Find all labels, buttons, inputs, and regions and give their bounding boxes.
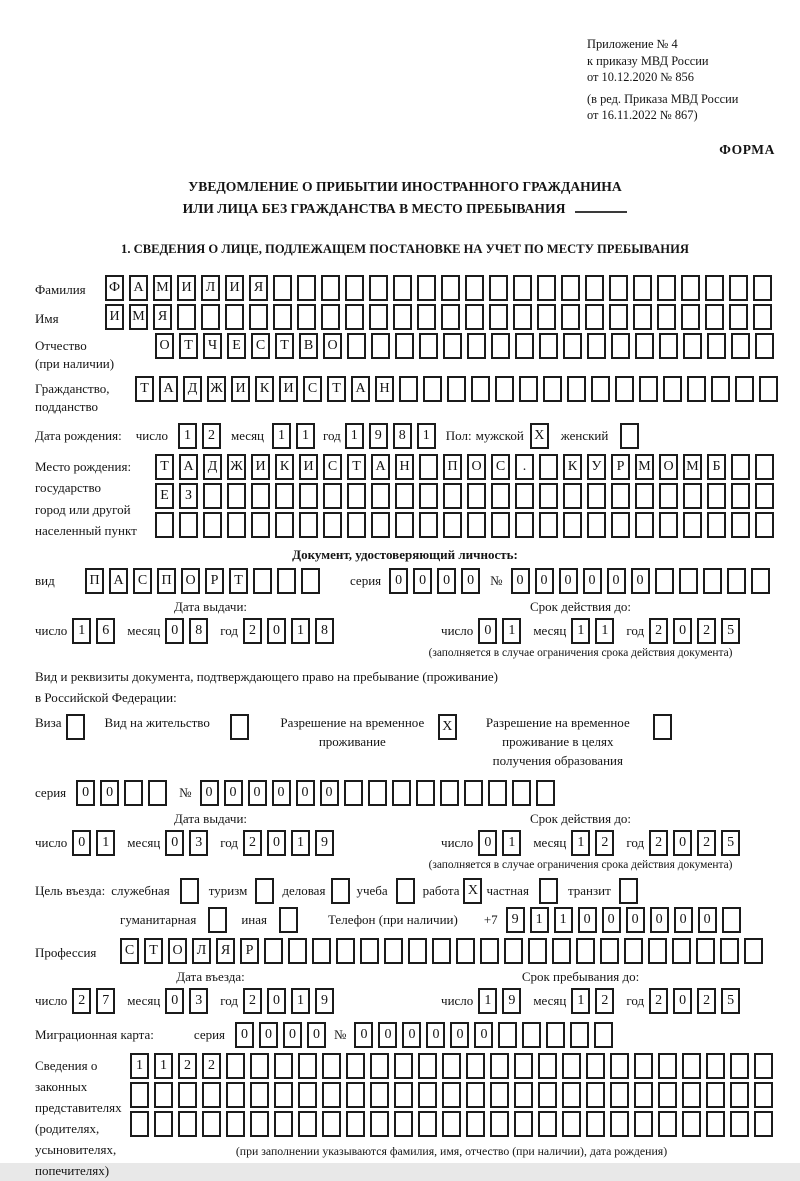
residence-expiry-date <box>441 830 775 856</box>
page-title <box>35 176 775 220</box>
purpose-study-checkbox[interactable] <box>396 878 415 904</box>
migration-series-label: серия <box>193 1026 226 1042</box>
identity-doc-dates <box>35 599 775 659</box>
residence-doc-intro: Вид и реквизиты документа, подтверждающего право на пребывание (проживание) в Российской Федерации: <box>35 668 499 705</box>
month-label: месяц <box>127 834 161 850</box>
birth-month-label: месяц <box>230 427 265 443</box>
residence-expiry-header: Срок действия до: <box>529 810 632 826</box>
day-label: число <box>441 622 474 638</box>
day-label: число <box>441 992 474 1008</box>
annex-sub-line: от 16.11.2022 № 867) <box>587 108 698 123</box>
surname-cells[interactable]: Ф А М И Л И Я <box>105 275 772 301</box>
profession-cells[interactable]: С Т О Л Я Р <box>120 938 763 964</box>
gender-male-checkbox[interactable]: X <box>530 423 549 449</box>
purpose-official-checkbox[interactable] <box>180 878 199 904</box>
month-label: месяц <box>533 622 567 638</box>
purpose-other-label: иная <box>241 911 267 927</box>
identity-issue-month-cells[interactable]: 0 8 <box>165 618 208 644</box>
gender-female-checkbox[interactable] <box>620 423 639 449</box>
name-label: Имя <box>35 311 59 327</box>
annex-header <box>587 36 775 124</box>
phone-prefix: +7 <box>483 911 498 927</box>
identity-expiry-note: (заполняется в случае ограничения срока действия документа) <box>428 646 733 659</box>
identity-expiry-month-cells[interactable]: 1 1 <box>571 618 614 644</box>
temp-residence-label: Разрешение на временное проживание <box>280 715 425 750</box>
patronymic-label: Отчество (при наличии) <box>35 337 115 371</box>
identity-series-label: серия <box>350 572 382 588</box>
representatives-note: (при заполнении указываются фамилия, имя, отчество (при наличии), дата рождения) <box>235 1143 668 1158</box>
section1-heading: 1. СВЕДЕНИЯ О ЛИЦЕ, ПОДЛЕЖАЩЕМ ПОСТАНОВКЕ НА УЧЕТ ПО МЕСТУ ПРЕБЫВАНИЯ <box>121 241 689 256</box>
purpose-business-label: деловая <box>282 882 326 898</box>
identity-kind-label: вид <box>35 572 55 588</box>
purpose-other-checkbox[interactable] <box>279 907 298 933</box>
migration-number-label: № <box>334 1026 347 1042</box>
birth-date-row <box>35 423 775 449</box>
identity-issue-year-cells[interactable]: 2 0 1 8 <box>243 618 334 644</box>
identity-series-cells[interactable]: 0 0 0 0 <box>389 568 480 594</box>
birth-date-label: Дата рождения: <box>35 427 122 443</box>
identity-number-cells[interactable]: 0 0 0 0 0 0 <box>511 568 770 594</box>
title-line-2: ИЛИ ЛИЦА БЕЗ ГРАЖДАНСТВА В МЕСТО ПРЕБЫВАНИЯ <box>35 198 775 220</box>
visit-purpose-row1 <box>35 878 775 904</box>
year-label: год <box>220 834 239 850</box>
identity-expiry-year-cells[interactable]: 2 0 2 5 <box>649 618 740 644</box>
patronymic-cells[interactable]: О Т Ч Е С Т В О <box>155 333 774 359</box>
birth-day-label: число <box>135 427 168 443</box>
annex-line: к приказу МВД России <box>587 53 709 68</box>
entry-year-cells[interactable]: 2 0 1 9 <box>243 988 334 1014</box>
identity-doc-row <box>35 568 775 594</box>
identity-issue-header: Дата выдачи: <box>174 598 248 614</box>
name-row <box>35 304 775 330</box>
representatives-cells-1[interactable]: 1 1 2 2 <box>130 1053 773 1079</box>
residence-expiry-col <box>386 811 775 871</box>
representatives-row <box>35 1053 775 1181</box>
migration-card-label: Миграционная карта: <box>35 1026 154 1042</box>
identity-issue-day-cells[interactable]: 1 6 <box>72 618 115 644</box>
title-blank-line <box>575 211 627 213</box>
birth-day-cells[interactable]: 1 2 <box>178 423 221 449</box>
gender-label: Пол: <box>445 427 472 443</box>
residence-series-label: серия <box>35 784 67 800</box>
residence-issue-date <box>35 830 386 856</box>
visit-purpose-label: Цель въезда: <box>35 882 106 898</box>
gender-male-label: мужской <box>475 427 524 443</box>
representatives-cells-3[interactable] <box>130 1111 773 1137</box>
residence-issue-col <box>35 811 386 871</box>
identity-expiry-date <box>441 618 775 644</box>
stay-month-cells[interactable]: 1 2 <box>571 988 614 1014</box>
annex-sub-line: (в ред. Приказа МВД России <box>587 91 739 106</box>
name-cells[interactable]: И М Я <box>105 304 772 330</box>
residence-expiry-year-cells[interactable]: 2 0 2 5 <box>649 830 740 856</box>
visa-label: Виза <box>35 715 62 731</box>
residence-series-row <box>35 780 775 806</box>
stay-until-date <box>441 988 775 1014</box>
residence-expiry-day-cells[interactable]: 0 1 <box>478 830 521 856</box>
residence-doc-options <box>35 714 775 771</box>
month-label: месяц <box>533 992 567 1008</box>
purpose-work-checkbox[interactable]: X <box>463 878 482 904</box>
surname-label: Фамилия <box>35 282 86 298</box>
birth-place-cells-2[interactable]: Е З <box>155 483 774 509</box>
birth-place-row <box>35 454 775 542</box>
purpose-tourism-checkbox[interactable] <box>255 878 274 904</box>
residence-permit-checkbox[interactable] <box>230 714 249 740</box>
residence-series-cells[interactable]: 0 0 <box>76 780 167 806</box>
day-label: число <box>35 992 68 1008</box>
year-label: год <box>626 834 645 850</box>
annex-line: Приложение № 4 <box>587 37 678 51</box>
month-label: месяц <box>127 992 161 1008</box>
profession-label: Профессия <box>35 945 97 961</box>
representatives-label: Сведения о законных представителях (родителях, усыновителях, попечителях) <box>35 1057 122 1178</box>
residence-issue-header: Дата выдачи: <box>174 810 248 826</box>
form-label: ФОРМА <box>719 142 775 158</box>
month-label: месяц <box>533 834 567 850</box>
temp-residence-education-label: Разрешение на временное проживание в целях получения образования <box>485 715 630 769</box>
purpose-business-checkbox[interactable] <box>331 878 350 904</box>
purpose-work-label: работа <box>422 882 460 898</box>
identity-expiry-col <box>386 599 775 659</box>
identity-expiry-day-cells[interactable]: 0 1 <box>478 618 521 644</box>
patronymic-row <box>35 333 775 373</box>
identity-kind-cells[interactable]: П А С П О Р Т <box>85 568 320 594</box>
birth-year-cells[interactable]: 1 9 8 1 <box>345 423 436 449</box>
temp-residence-checkbox[interactable]: X <box>438 714 457 740</box>
citizenship-row <box>35 376 775 416</box>
identity-issue-date <box>35 618 386 644</box>
annex-line: от 10.12.2020 № 856 <box>587 70 694 85</box>
year-label: год <box>626 622 645 638</box>
stay-year-cells[interactable]: 2 0 2 5 <box>649 988 740 1014</box>
birth-month-cells[interactable]: 1 1 <box>272 423 315 449</box>
birth-place-label: Место рождения: государство город или другой населенный пункт <box>35 458 137 539</box>
purpose-private-checkbox[interactable] <box>539 878 558 904</box>
visit-purpose-row2 <box>35 907 775 933</box>
residence-number-label: № <box>179 784 192 800</box>
profession-row <box>35 938 775 964</box>
citizenship-cells[interactable]: Т А Д Ж И К И С Т А Н <box>135 376 778 402</box>
residence-number-cells[interactable]: 0 0 0 0 0 0 <box>200 780 555 806</box>
representatives-cells-2[interactable] <box>130 1082 773 1108</box>
identity-issue-col <box>35 599 386 659</box>
residence-expiry-month-cells[interactable]: 1 2 <box>571 830 614 856</box>
migration-card-row <box>35 1022 775 1048</box>
citizenship-label: Гражданство, подданство <box>35 380 110 414</box>
birth-place-cells-3[interactable] <box>155 512 774 538</box>
residence-issue-year-cells[interactable]: 2 0 1 9 <box>243 830 334 856</box>
birth-place-cells-1[interactable]: Т А Д Ж И К И С Т А Н П О С . К У Р М О М Б <box>155 454 774 480</box>
stay-day-cells[interactable]: 1 9 <box>478 988 521 1014</box>
purpose-transit-label: транзит <box>567 882 611 898</box>
purpose-private-label: частная <box>486 882 529 898</box>
identity-doc-heading: Документ, удостоверяющий личность: <box>292 546 518 562</box>
birth-place-grid <box>155 454 774 538</box>
temp-residence-education-checkbox[interactable] <box>653 714 672 740</box>
entry-date-col <box>35 969 386 1014</box>
residence-issue-month-cells[interactable]: 0 3 <box>165 830 208 856</box>
residence-doc-dates <box>35 811 775 871</box>
year-label: год <box>220 992 239 1008</box>
entry-date-header: Дата въезда: <box>176 968 245 984</box>
residence-expiry-note: (заполняется в случае ограничения срока действия документа) <box>428 858 733 871</box>
day-label: число <box>441 834 474 850</box>
surname-row <box>35 275 775 301</box>
phone-label: Телефон (при наличии) <box>327 911 458 927</box>
purpose-official-label: служебная <box>111 882 170 898</box>
representatives-grid <box>130 1053 773 1159</box>
year-label: год <box>220 622 239 638</box>
birth-year-label: год <box>323 427 341 443</box>
migration-series-cells[interactable]: 0 0 0 0 <box>235 1022 326 1048</box>
month-label: месяц <box>127 622 161 638</box>
migration-number-cells[interactable]: 0 0 0 0 0 0 <box>354 1022 613 1048</box>
day-label: число <box>35 622 68 638</box>
entry-day-cells[interactable]: 2 7 <box>72 988 115 1014</box>
purpose-transit-checkbox[interactable] <box>619 878 638 904</box>
entry-stay-dates <box>35 969 775 1014</box>
purpose-humanitarian-checkbox[interactable] <box>208 907 227 933</box>
stay-until-col <box>386 969 775 1014</box>
identity-number-label: № <box>490 572 503 588</box>
purpose-study-label: учеба <box>356 882 388 898</box>
identity-expiry-header: Срок действия до: <box>529 598 632 614</box>
entry-month-cells[interactable]: 0 3 <box>165 988 208 1014</box>
phone-cells[interactable]: 9 1 1 0 0 0 0 0 0 <box>506 907 741 933</box>
day-label: число <box>35 834 68 850</box>
year-label: год <box>626 992 645 1008</box>
title-line-1: УВЕДОМЛЕНИЕ О ПРИБЫТИИ ИНОСТРАННОГО ГРАЖДАНИНА <box>188 179 622 195</box>
residence-issue-day-cells[interactable]: 0 1 <box>72 830 115 856</box>
visa-checkbox[interactable] <box>66 714 85 740</box>
stay-until-header: Срок пребывания до: <box>521 968 640 984</box>
entry-date <box>35 988 386 1014</box>
purpose-humanitarian-label: гуманитарная <box>120 911 197 927</box>
purpose-tourism-label: туризм <box>208 882 248 898</box>
residence-permit-label: Вид на жительство <box>104 715 210 731</box>
gender-female-label: женский <box>560 427 609 443</box>
